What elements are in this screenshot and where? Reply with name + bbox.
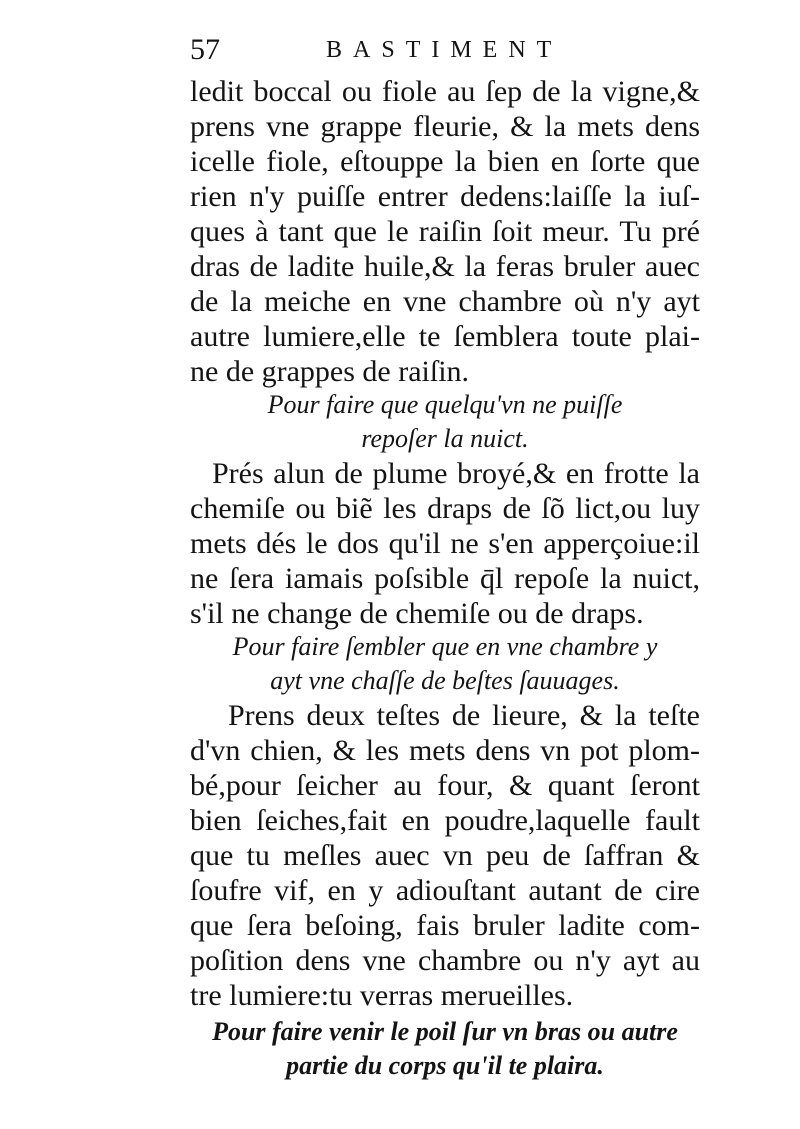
section-heading-line: Pour faire que quelqu'vn ne puiſſe [267, 390, 623, 419]
paragraph-1-line: rien n'y puiſſe entrer dedens:laiſſe la iuſ- [190, 180, 700, 213]
paragraph-3-line: que tu meſles auec vn peu de ſaffran & [190, 839, 700, 872]
section-heading-line: Pour faire venir le poil ſur vn bras ou autre [212, 1017, 678, 1046]
paragraph-2-line: mets dés le dos qu'il ne s'en apperçoiue:il [190, 527, 700, 560]
paragraph-1-line: autre lumiere,elle te ſemblera toute plai- [190, 320, 700, 353]
paragraph-2-line: Prés alun de plume broyé,& en frotte la [212, 457, 700, 490]
section-heading-line: Pour faire ſembler que en vne chambre y [232, 632, 658, 661]
paragraph-3-line: que ſera beſoing, fais bruler ladite com- [190, 909, 700, 942]
paragraph-1-line: prens vne grappe fleurie, & la mets dens [190, 110, 700, 143]
paragraph-3-line: ſoufre vif, en y adiouſtant autant de cire [190, 874, 700, 907]
section-heading-line: repoſer la nuict. [361, 424, 529, 453]
paragraph-3-line: poſition dens vne chambre ou n'y ayt au [190, 944, 700, 977]
paragraph-1-line: de la meiche en vne chambre où n'y ayt [190, 285, 700, 318]
paragraph-2-line: ne ſera iamais poſsible q̄l repoſe la nuict, [190, 562, 700, 595]
paragraph-3-line: bé,pour ſeicher au four, & quant ſeront [190, 769, 700, 802]
paragraph-3-line: bien ſeiches,fait en poudre,laquelle fault [190, 804, 700, 837]
section-heading-line: partie du corps qu'il te plaira. [286, 1051, 604, 1080]
page-header [190, 30, 700, 70]
paragraph-1-line: icelle fiole, eſtouppe la bien en ſorte que [190, 145, 700, 178]
paragraph-1-line: ne de grappes de raiſin. [190, 355, 470, 388]
paragraph-3-line: d'vn chien, & les mets dens vn pot plom- [190, 734, 700, 767]
paragraph-2-line: chemiſe ou biẽ les draps de ſõ lict,ou luy [190, 492, 700, 525]
section-heading-line: ayt vne chaſſe de beſtes ſauuages. [270, 666, 620, 695]
running-head: BASTIMENT [326, 37, 563, 63]
paragraph-3-line: Prens deux teſtes de lieure, & la teſte [228, 699, 700, 732]
paragraph-1-line: ques à tant que le raiſin ſoit meur. Tu pré [190, 215, 700, 248]
paragraph-3-line: tre lumiere:tu verras merueilles. [190, 979, 574, 1012]
page-number: 57 [190, 33, 220, 66]
paragraph-1-line: ledit boccal ou fiole au ſep de la vigne,& [190, 75, 700, 108]
paragraph-1-line: dras de ladite huile,& la feras bruler auec [190, 250, 700, 283]
paragraph-2-line: s'il ne change de chemiſe ou de draps. [190, 597, 644, 630]
